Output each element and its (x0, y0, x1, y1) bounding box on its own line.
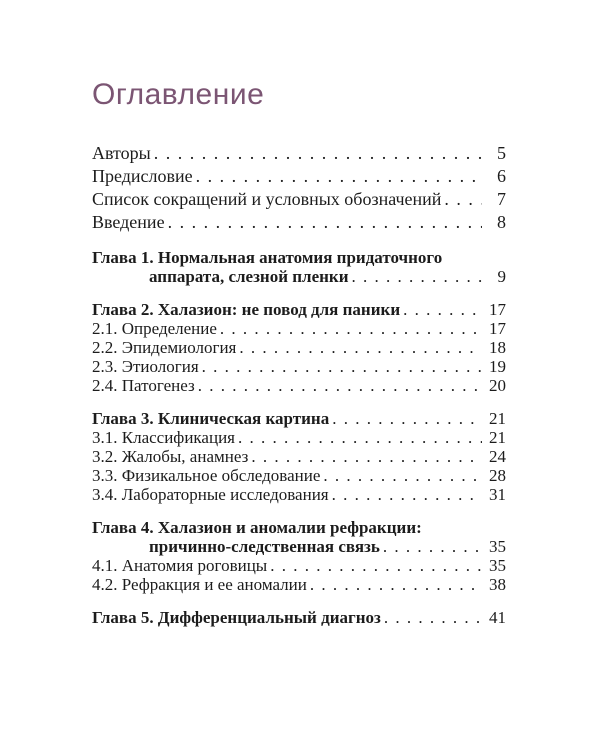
chapter-group (92, 518, 506, 594)
section-entry (92, 376, 506, 395)
section-entry-label: 2.3. Этиология (92, 357, 199, 376)
page-number: 21 (489, 409, 506, 428)
dot-leader (220, 319, 482, 338)
section-entry-label: 2.2. Эпидемиология (92, 338, 237, 357)
page-number: 20 (489, 376, 506, 395)
section-entry (92, 428, 506, 447)
toc-entry-label: Введение (92, 212, 165, 232)
dot-leader (238, 428, 482, 447)
toc-entry (92, 165, 506, 188)
page-number: 19 (489, 357, 506, 376)
chapter-title (92, 248, 506, 267)
section-entry-label: 3.2. Жалобы, анамнез (92, 447, 249, 466)
section-entry-label: 3.1. Классификация (92, 428, 235, 447)
page-number: 21 (489, 428, 506, 447)
chapter-group (92, 248, 506, 286)
page-number: 6 (497, 166, 506, 186)
page-title: Оглавление (92, 78, 265, 111)
dot-leader (202, 357, 482, 376)
section-entry (92, 338, 506, 357)
dot-leader (198, 376, 482, 395)
toc-entry-label: Авторы (92, 143, 151, 163)
page-number: 7 (497, 189, 506, 209)
chapter-title-label: Глава 3. Клиническая картина (92, 409, 330, 428)
section-entry-label: 3.3. Физикальное обследование (92, 466, 321, 485)
toc-entry-label: Предисловие (92, 166, 193, 186)
chapter-title-label: причинно-следственная связь (149, 537, 380, 556)
toc-entry (92, 188, 506, 211)
dot-leader (168, 211, 482, 234)
chapter-title-continuation (92, 267, 506, 286)
dot-leader (310, 575, 482, 594)
dot-leader (384, 608, 482, 627)
dot-leader (196, 165, 482, 188)
section-entry-label: 2.1. Определение (92, 319, 217, 338)
page-number: 28 (489, 466, 506, 485)
page-number: 38 (489, 575, 506, 594)
chapter-title-label: Глава 4. Халазион и аномалии рефракции: (92, 518, 422, 537)
chapter-group (92, 608, 506, 627)
toc-entry-label: Список сокращений и условных обозначений (92, 189, 442, 209)
section-entry (92, 575, 506, 594)
dot-leader (154, 142, 482, 165)
dot-leader (239, 338, 482, 357)
page-number: 17 (489, 300, 506, 319)
dot-leader (270, 556, 482, 575)
dot-leader (352, 267, 482, 286)
chapter-title-label: Глава 2. Халазион: не повод для паники (92, 300, 401, 319)
page-number: 35 (489, 537, 506, 556)
section-entry-label: 3.4. Лабораторные исследования (92, 485, 329, 504)
chapter-title (92, 409, 506, 428)
page-number: 18 (489, 338, 506, 357)
toc-entry (92, 142, 506, 165)
page-number: 31 (489, 485, 506, 504)
page-number: 9 (497, 267, 506, 286)
dot-leader (332, 409, 482, 428)
page-number: 35 (489, 556, 506, 575)
dot-leader (332, 485, 482, 504)
chapter-title (92, 518, 506, 537)
chapter-title-continuation (92, 537, 506, 556)
section-entry (92, 556, 506, 575)
chapter-title-label: аппарата, слезной пленки (149, 267, 349, 286)
section-entry (92, 485, 506, 504)
section-entry-label: 4.1. Анатомия роговицы (92, 556, 268, 575)
page-number: 41 (489, 608, 506, 627)
section-entry-label: 2.4. Патогенез (92, 376, 195, 395)
dot-leader (383, 537, 482, 556)
chapter-title (92, 300, 506, 319)
front-matter-list (92, 142, 506, 234)
section-entry (92, 447, 506, 466)
dot-leader (251, 447, 482, 466)
chapter-group (92, 409, 506, 504)
section-entry-label: 4.2. Рефракция и ее аномалии (92, 575, 307, 594)
chapter-group (92, 300, 506, 395)
page-number: 24 (489, 447, 506, 466)
section-entry (92, 466, 506, 485)
dot-leader (444, 188, 482, 211)
dot-leader (403, 300, 482, 319)
chapter-title (92, 608, 506, 627)
page-number: 5 (497, 143, 506, 163)
section-entry (92, 319, 506, 338)
chapter-title-label: Глава 1. Нормальная анатомия придаточного (92, 248, 443, 267)
page-number: 17 (489, 319, 506, 338)
toc-entry (92, 211, 506, 234)
chapter-title-label: Глава 5. Дифференциальный диагноз (92, 608, 381, 627)
section-entry (92, 357, 506, 376)
page-number: 8 (497, 212, 506, 232)
dot-leader (323, 466, 482, 485)
